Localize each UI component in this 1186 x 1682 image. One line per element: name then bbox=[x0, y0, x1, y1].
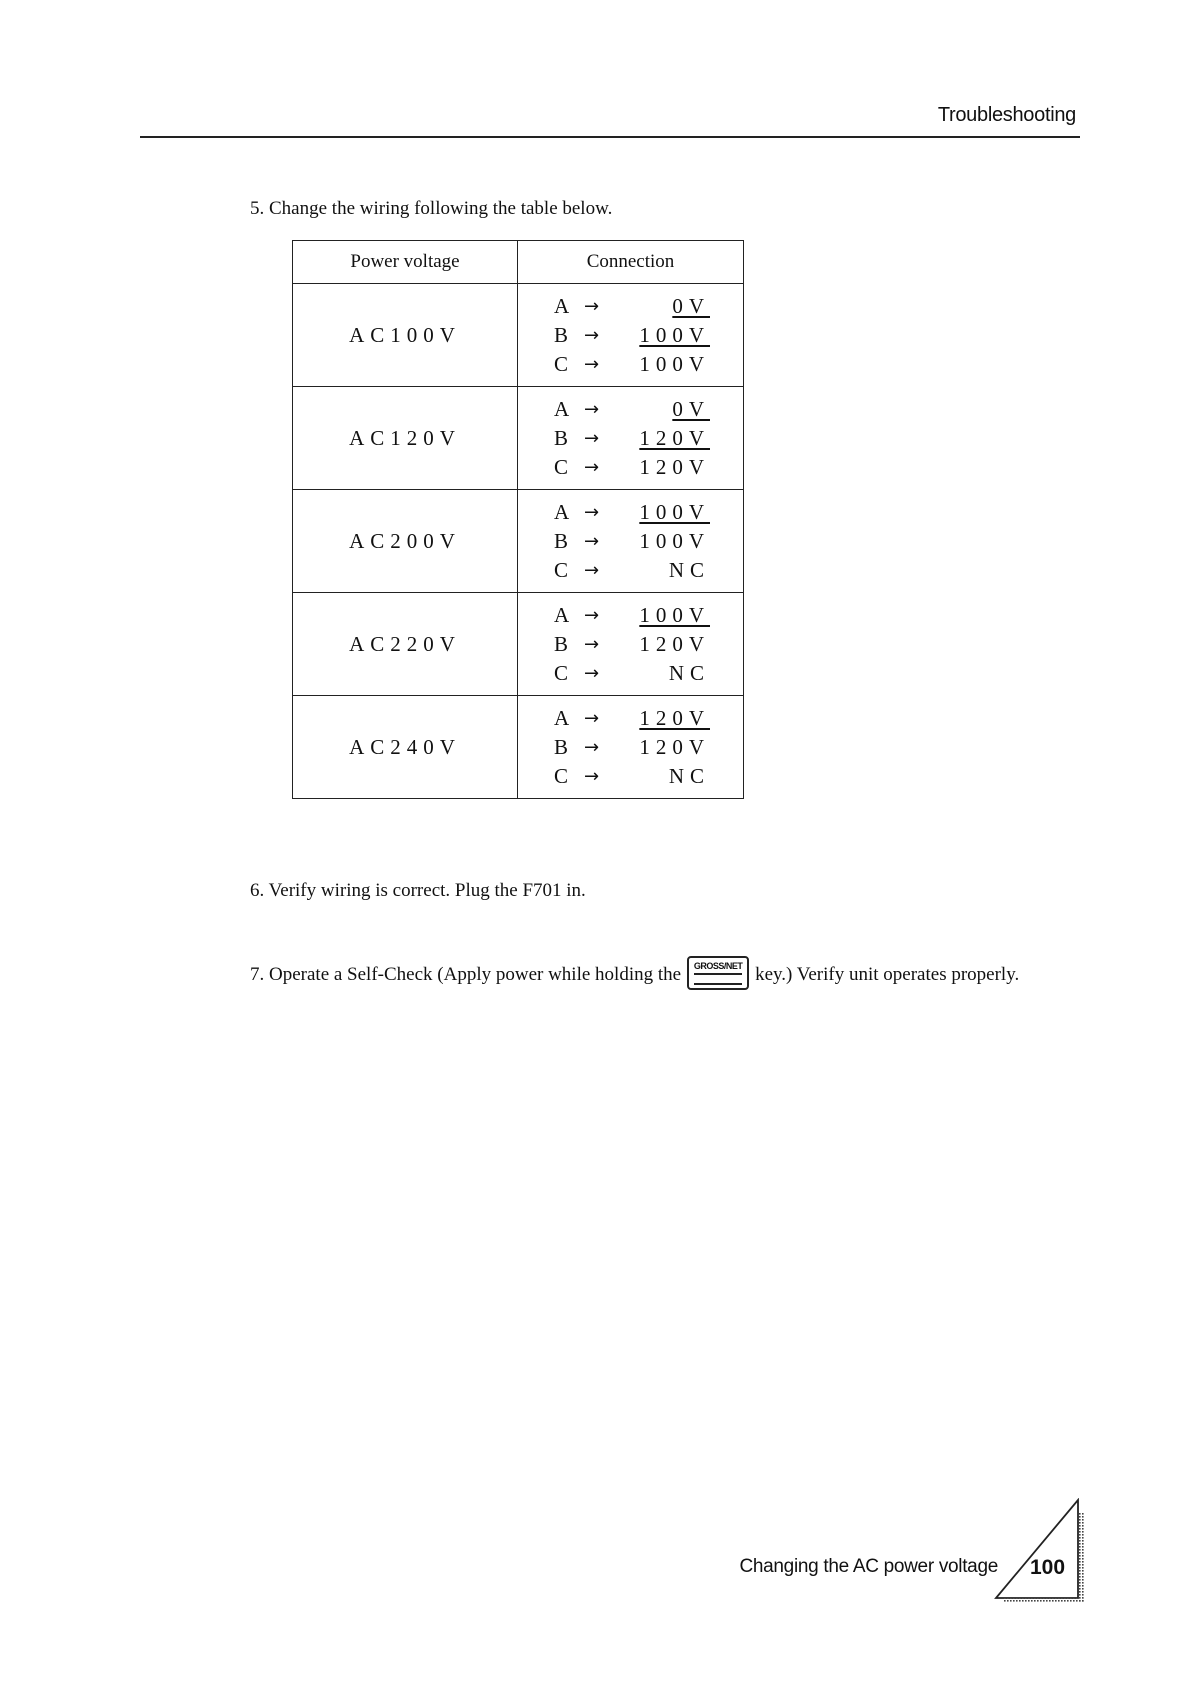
power-voltage-cell: AC200V bbox=[293, 490, 518, 593]
connection-line bbox=[518, 630, 743, 659]
table-row bbox=[293, 593, 744, 696]
table-header-row bbox=[293, 241, 744, 284]
arrow-icon: → bbox=[584, 707, 600, 729]
connection-line bbox=[518, 350, 743, 379]
arrow-icon: → bbox=[584, 501, 600, 523]
connection-line bbox=[518, 733, 743, 762]
connection-line bbox=[518, 704, 743, 733]
connection-line bbox=[518, 762, 743, 791]
connection-line bbox=[518, 395, 743, 424]
page-number: 100 bbox=[1030, 1556, 1066, 1579]
connection-value: 120V bbox=[639, 454, 710, 479]
connection-value: NC bbox=[668, 763, 710, 788]
terminal-label: B bbox=[554, 425, 569, 450]
wiring-table bbox=[292, 240, 744, 799]
connection-value: 120V bbox=[639, 734, 710, 759]
terminal-label: C bbox=[554, 557, 569, 582]
connection-line bbox=[518, 556, 743, 585]
connection-line bbox=[518, 453, 743, 482]
arrow-icon: → bbox=[584, 662, 600, 684]
terminal-label: A bbox=[554, 396, 570, 421]
terminal-label: A bbox=[554, 705, 570, 730]
connection-value: 0V bbox=[672, 293, 710, 318]
power-voltage-cell: AC120V bbox=[293, 387, 518, 490]
connection-line bbox=[518, 292, 743, 321]
terminal-label: C bbox=[554, 660, 569, 685]
arrow-icon: → bbox=[584, 353, 600, 375]
arrow-icon: → bbox=[584, 427, 600, 449]
connection-line bbox=[518, 424, 743, 453]
page-header-title: Troubleshooting bbox=[937, 104, 1076, 126]
terminal-label: C bbox=[554, 454, 569, 479]
step-6-text: 6. Verify wiring is correct. Plug the F701 in. bbox=[250, 880, 586, 901]
arrow-icon: → bbox=[584, 295, 600, 317]
gross-net-key-icon bbox=[687, 956, 749, 990]
connection-value: NC bbox=[668, 557, 710, 582]
connection-value: 120V bbox=[639, 425, 710, 450]
connection-line bbox=[518, 498, 743, 527]
arrow-icon: → bbox=[584, 736, 600, 758]
connection-cell bbox=[518, 696, 744, 799]
terminal-label: A bbox=[554, 602, 570, 627]
gross-net-key-label: GROSS/NET bbox=[693, 961, 743, 971]
table-row bbox=[293, 387, 744, 490]
power-voltage-cell: AC220V bbox=[293, 593, 518, 696]
connection-value: 100V bbox=[639, 351, 710, 376]
power-voltage-cell: AC100V bbox=[293, 284, 518, 387]
arrow-icon: → bbox=[584, 604, 600, 626]
connection-value: 120V bbox=[639, 631, 710, 656]
arrow-icon: → bbox=[584, 456, 600, 478]
connection-line bbox=[518, 601, 743, 630]
terminal-label: B bbox=[554, 734, 569, 759]
arrow-icon: → bbox=[584, 530, 600, 552]
table-row bbox=[293, 284, 744, 387]
arrow-icon: → bbox=[584, 398, 600, 420]
step-7-text-before: 7. Operate a Self-Check (Apply power while holding the bbox=[250, 964, 682, 985]
key-lines-decoration bbox=[694, 973, 742, 985]
header-rule bbox=[140, 136, 1080, 138]
terminal-label: A bbox=[554, 293, 570, 318]
arrow-icon: → bbox=[584, 324, 600, 346]
connection-value: 100V bbox=[639, 528, 710, 553]
connection-value: 0V bbox=[672, 396, 710, 421]
terminal-label: B bbox=[554, 528, 569, 553]
page-corner-triangle-icon bbox=[992, 1498, 1088, 1604]
table-row bbox=[293, 696, 744, 799]
connection-cell bbox=[518, 593, 744, 696]
terminal-label: A bbox=[554, 499, 570, 524]
connection-line bbox=[518, 659, 743, 688]
connection-value: 120V bbox=[639, 705, 710, 730]
connection-line bbox=[518, 321, 743, 350]
terminal-label: C bbox=[554, 763, 569, 788]
table-row bbox=[293, 490, 744, 593]
arrow-icon: → bbox=[584, 559, 600, 581]
connection-value: 100V bbox=[639, 499, 710, 524]
power-voltage-cell: AC240V bbox=[293, 696, 518, 799]
connection-cell bbox=[518, 387, 744, 490]
terminal-label: B bbox=[554, 322, 569, 347]
table-body bbox=[293, 284, 744, 799]
connection-value: NC bbox=[668, 660, 710, 685]
connection-cell bbox=[518, 490, 744, 593]
step-7-text-after: key.) Verify unit operates properly. bbox=[755, 964, 1020, 985]
terminal-label: C bbox=[554, 351, 569, 376]
connection-value: 100V bbox=[639, 602, 710, 627]
terminal-label: B bbox=[554, 631, 569, 656]
header-connection: Connection bbox=[518, 241, 744, 284]
connection-cell bbox=[518, 284, 744, 387]
connection-line bbox=[518, 527, 743, 556]
arrow-icon: → bbox=[584, 633, 600, 655]
step-7-text bbox=[250, 958, 1019, 992]
arrow-icon: → bbox=[584, 765, 600, 787]
header-power-voltage: Power voltage bbox=[293, 241, 518, 284]
step-5-text: 5. Change the wiring following the table below. bbox=[250, 198, 613, 219]
connection-value: 100V bbox=[639, 322, 710, 347]
footer-section-title: Changing the AC power voltage bbox=[739, 1556, 998, 1577]
